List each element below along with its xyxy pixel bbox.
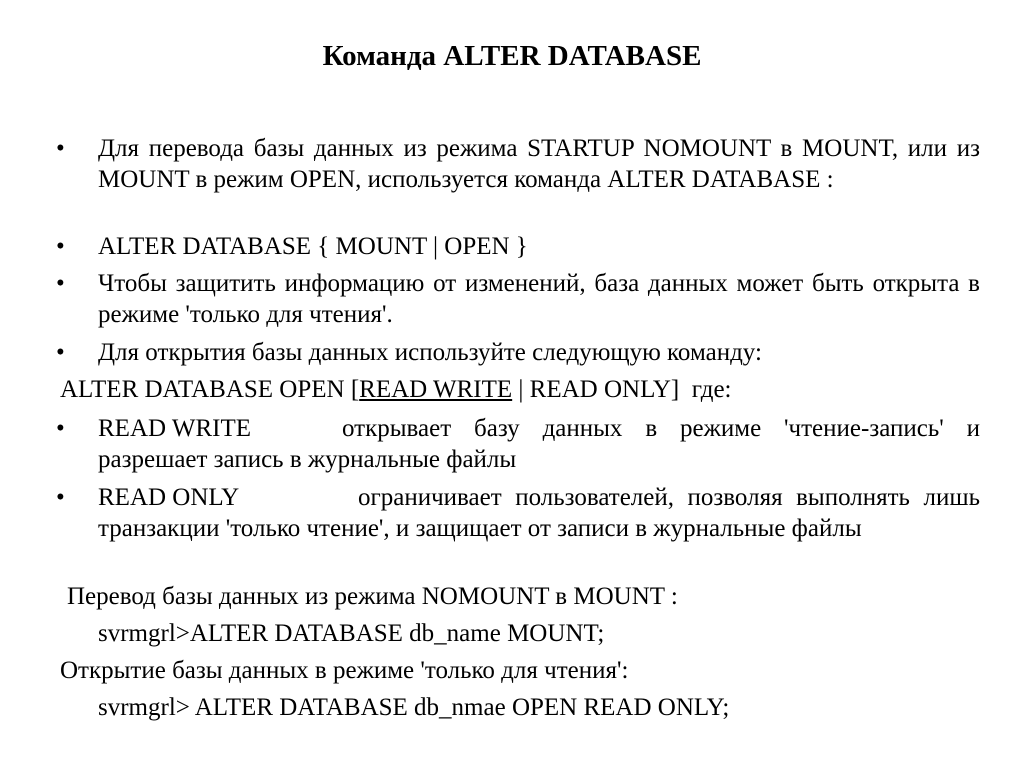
syntax-prefix: ALTER DATABASE OPEN [ [60, 376, 360, 403]
paragraph: Перевод базы данных из режима NOMOUNT в MOUNT : [67, 583, 678, 610]
bullet-dot: • [56, 270, 65, 297]
syntax-underlined: READ WRITE [359, 376, 513, 403]
bullet-dot: • [56, 484, 65, 511]
command-line: svrmgrl> ALTER DATABASE db_nmae OPEN READ ONLY; [98, 694, 730, 721]
bullet-dot: • [56, 339, 65, 366]
slide-title: Команда ALTER DATABASE [322, 40, 702, 72]
command-line: svrmgrl>ALTER DATABASE db_name MOUNT; [98, 620, 605, 647]
bullet-dot: • [56, 415, 65, 442]
bullet-item [56, 482, 980, 544]
bullet-dot: • [56, 135, 65, 162]
bullet-item [56, 413, 980, 475]
bullet-item [56, 337, 980, 368]
syntax-suffix: | READ ONLY] где: [512, 376, 732, 403]
bullet-text: Для открытия базы данных используйте следующую команду: [98, 339, 762, 366]
bullet-text: ALTER DATABASE { MOUNT | OPEN } [98, 233, 528, 260]
syntax-line [60, 374, 732, 405]
bullet-item [56, 268, 980, 330]
desc-read-write: открывает базу данных в режиме 'чтение-запись' и разрешает запись в журнальные файлы [98, 415, 980, 473]
bullet-text: Чтобы защитить информацию от изменений, база данных может быть открыта в режиме 'только для чтения'. [98, 270, 980, 328]
bullet-item [56, 231, 980, 262]
paragraph: Открытие базы данных в режиме 'только для чтения': [60, 657, 629, 684]
bullet-text: Для перевода базы данных из режима STARTUP NOMOUNT в MOUNT, или из MOUNT в режим OPEN, используется команда ALTER DATABASE : [98, 135, 980, 193]
term-read-write: READ WRITE [98, 415, 251, 442]
term-read-only: READ ONLY [98, 484, 240, 511]
bullet-item [56, 133, 980, 195]
desc-read-only: ограничивает пользователей, позволяя выполнять лишь транзакции 'только чтение', и защищает от записи в журнальные файлы [98, 484, 980, 542]
bullet-dot: • [56, 233, 65, 260]
